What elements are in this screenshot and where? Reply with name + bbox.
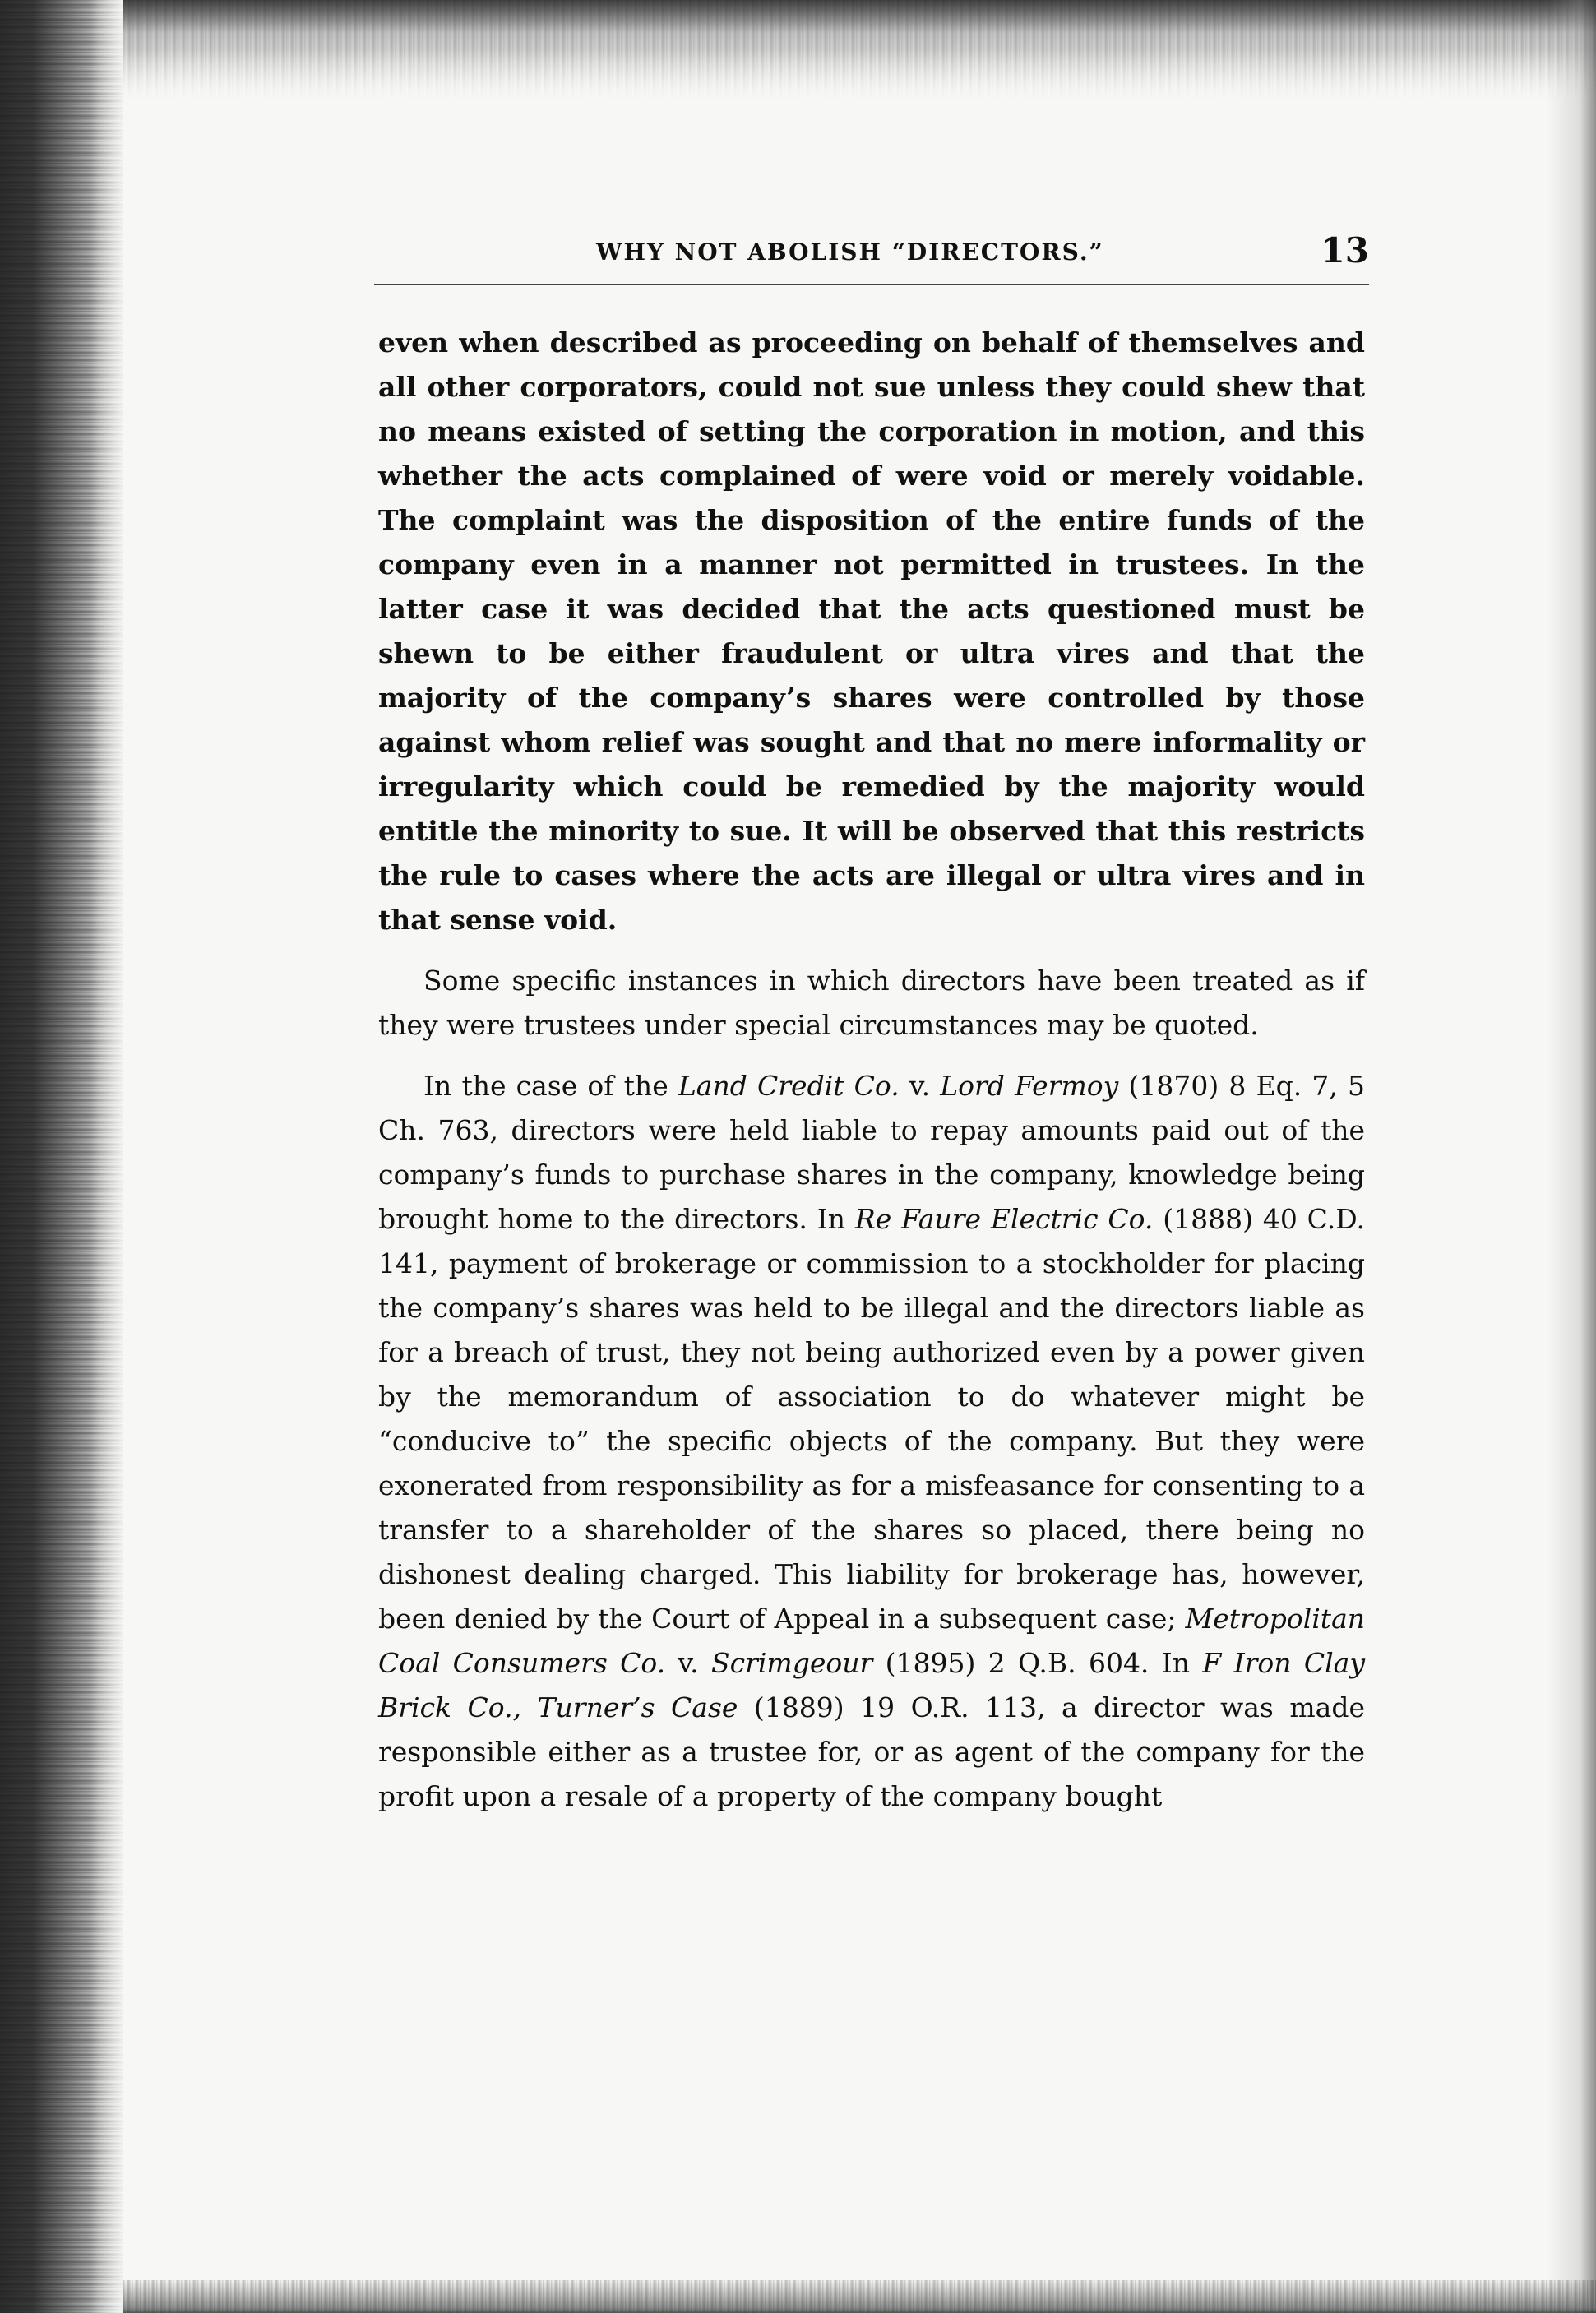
scan-shadow-right xyxy=(1547,0,1596,2313)
case-name-lord-fermoy: Lord Fermoy xyxy=(940,1070,1119,1102)
case-name-faure-electric: Re Faure Electric Co. xyxy=(854,1203,1154,1235)
paragraph-3-text: v. xyxy=(899,1070,941,1102)
paragraph-2: Some specific instances in which directors have been treated as if they were trustees under special circumstances may be quoted. xyxy=(378,965,1365,1041)
header-rule xyxy=(374,284,1369,285)
paragraph-3-text: (1870) 8 Eq. 7, 5 Ch. 763, directors were held liable to repay amounts paid out of the company’s funds to purchase shares in the company, knowledge being brought home to the directors. In xyxy=(378,1070,1366,1235)
page-number: 13 xyxy=(1321,230,1369,271)
paragraph-3-text: (1888) 40 C.D. 141, payment of brokerage or commission to a stockholder for placing the company’s shares was held to be illegal and the directors liable as for a breach of trust, they not being authorized even by a power given by the memorandum of association to do whatever might be “conducive to” the specific objects of the company. But they were exonerated from responsibility as for a misfeasance for consenting to a transfer to a shareholder of the shares so placed, there being no dishonest dealing charged. This liability for brokerage has, however, been denied by the Court of Appeal in a subsequent case; xyxy=(378,1203,1365,1635)
paragraph-3-text: (1895) 2 Q.B. 604. In xyxy=(872,1647,1203,1679)
running-title: WHY NOT ABOLISH “DIRECTORS.” xyxy=(596,238,1104,266)
case-name-iron-clay-brick: F Iron Clay Brick Co., Turner’s Case xyxy=(378,1647,1365,1723)
scan-shadow-top xyxy=(123,0,1596,99)
scan-shadow-left xyxy=(0,0,123,2313)
scan-shadow-bottom xyxy=(123,2280,1596,2313)
paragraph-3-text: v. xyxy=(665,1647,711,1679)
case-name-scrimgeour: Scrimgeour xyxy=(711,1647,873,1679)
running-head xyxy=(374,230,1369,280)
paragraph-3 xyxy=(378,1064,1365,1819)
case-name-metropolitan-coal: Metropolitan Coal Consumers Co. xyxy=(378,1603,1365,1679)
paragraph-3-text: (1889) 19 O.R. 113, a director was made responsible either as a trustee for, or as agent of the company for the profit upon a resale of a property of the company bought xyxy=(378,1691,1365,1812)
case-name-land-credit: Land Credit Co. xyxy=(678,1070,900,1102)
paragraph-1: even when described as proceeding on behalf of themselves and all other corporators, could not sue unless they could shew that no means existed of setting the corporation in motion, and this whether the acts complained of were void or merely voidable. The complaint was the disposition of the entire funds of the company even in a manner not permitted in trustees. In the latter case it was decided that the acts questioned must be shewn to be either fraudulent or ultra vires and that the majority of the company’s shares were controlled by those against whom relief was sought and that no mere informality or irregularity which could be remedied by the majority would entitle the minority to sue. It will be observed that this restricts the rule to cases where the acts are illegal or ultra vires and in that sense void. xyxy=(378,326,1365,936)
body-text xyxy=(378,321,1365,1835)
paragraph-3-text: In the case of the xyxy=(423,1070,678,1102)
